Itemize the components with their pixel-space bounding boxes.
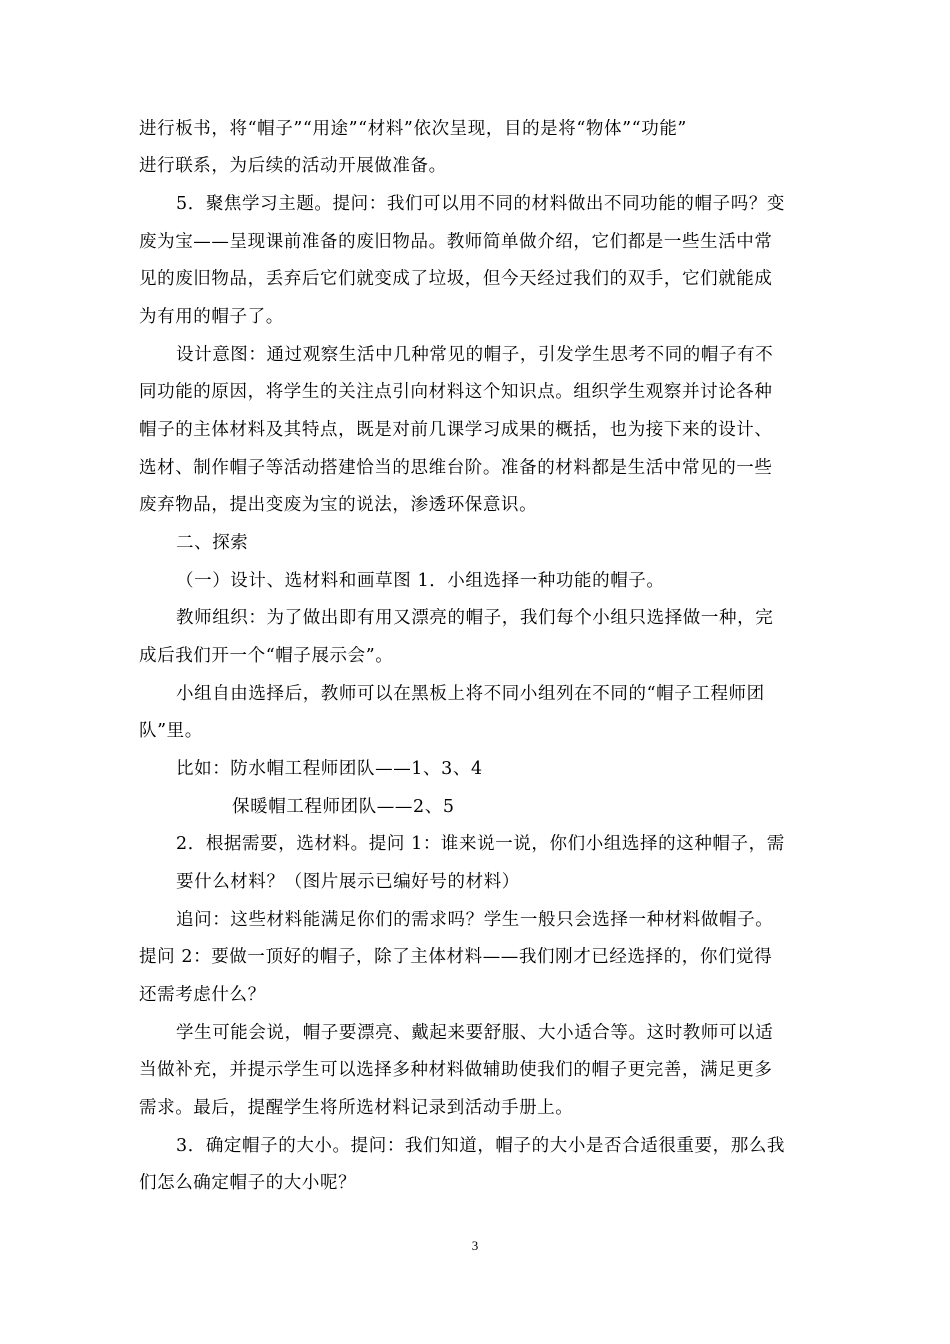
text-line: 废为宝——呈现课前准备的废旧物品。教师简单做介绍，它们都是一些生活中常 [139, 232, 773, 252]
text-line: 见的废旧物品，丢弃后它们就变成了垃圾，但今天经过我们的双手，它们就能成 [139, 269, 773, 289]
page-number: 3 [471, 1238, 479, 1253]
text-line: 需求。最后，提醒学生将所选材料记录到活动手册上。 [139, 1098, 574, 1118]
text-line: 2．根据需要，选材料。提问 1：谁来说一说，你们小组选择的这种帽子，需 [176, 834, 785, 854]
subsection-heading: （一）设计、选材料和画草图 1．小组选择一种功能的帽子。 [176, 571, 665, 591]
text-line: 追问：这些材料能满足你们的需求吗？学生一般只会选择一种材料做帽子。 [176, 910, 774, 930]
example-line: 保暖帽工程师团队——2、5 [232, 797, 455, 817]
text-line: 小组自由选择后，教师可以在黑板上将不同小组列在不同的“帽子工程师团 [176, 684, 765, 704]
text-line: 们怎么确定帽子的大小呢？ [139, 1173, 357, 1193]
example-line: 比如：防水帽工程师团队——1、3、4 [176, 759, 483, 779]
text-line: 还需考虑什么？ [139, 985, 266, 1005]
text-line: 进行联系，为后续的活动开展做准备。 [139, 156, 447, 176]
text-line: 进行板书，将“帽子”“用途”“材料”依次呈现，目的是将“物体”“功能” [139, 119, 687, 139]
text-line: 教师组织：为了做出即有用又漂亮的帽子，我们每个小组只选择做一种，完 [176, 608, 774, 628]
text-line: 要什么材料？（图片展示已编好号的材料） [176, 872, 520, 892]
text-line: 废弃物品，提出变废为宝的说法，渗透环保意识。 [139, 495, 538, 515]
text-line: 帽子的主体材料及其特点，既是对前几课学习成果的概括，也为接下来的设计、 [139, 420, 773, 440]
text-line: 成后我们开一个“帽子展示会”。 [139, 646, 394, 666]
text-line: 当做补充，并提示学生可以选择多种材料做辅助使我们的帽子更完善，满足更多 [139, 1060, 773, 1080]
text-line: 同功能的原因，将学生的关注点引向材料这个知识点。组织学生观察并讨论各种 [139, 382, 773, 402]
text-line: 为有用的帽子了。 [139, 307, 284, 327]
text-line: 学生可能会说，帽子要漂亮、戴起来要舒服、大小适合等。这时教师可以适 [176, 1023, 774, 1043]
text-line: 设计意图：通过观察生活中几种常见的帽子，引发学生思考不同的帽子有不 [176, 345, 774, 365]
text-line: 5．聚焦学习主题。提问：我们可以用不同的材料做出不同功能的帽子吗？变 [176, 194, 786, 214]
section-heading: 二、探索 [176, 533, 249, 553]
text-line: 提问 2：要做一顶好的帽子，除了主体材料——我们刚才已经选择的，你们觉得 [139, 947, 773, 967]
text-line: 选材、制作帽子等活动搭建恰当的思维台阶。准备的材料都是生活中常见的一些 [139, 458, 773, 478]
text-line: 3．确定帽子的大小。提问：我们知道，帽子的大小是否合适很重要，那么我 [176, 1136, 786, 1156]
text-line: 队”里。 [139, 721, 203, 741]
